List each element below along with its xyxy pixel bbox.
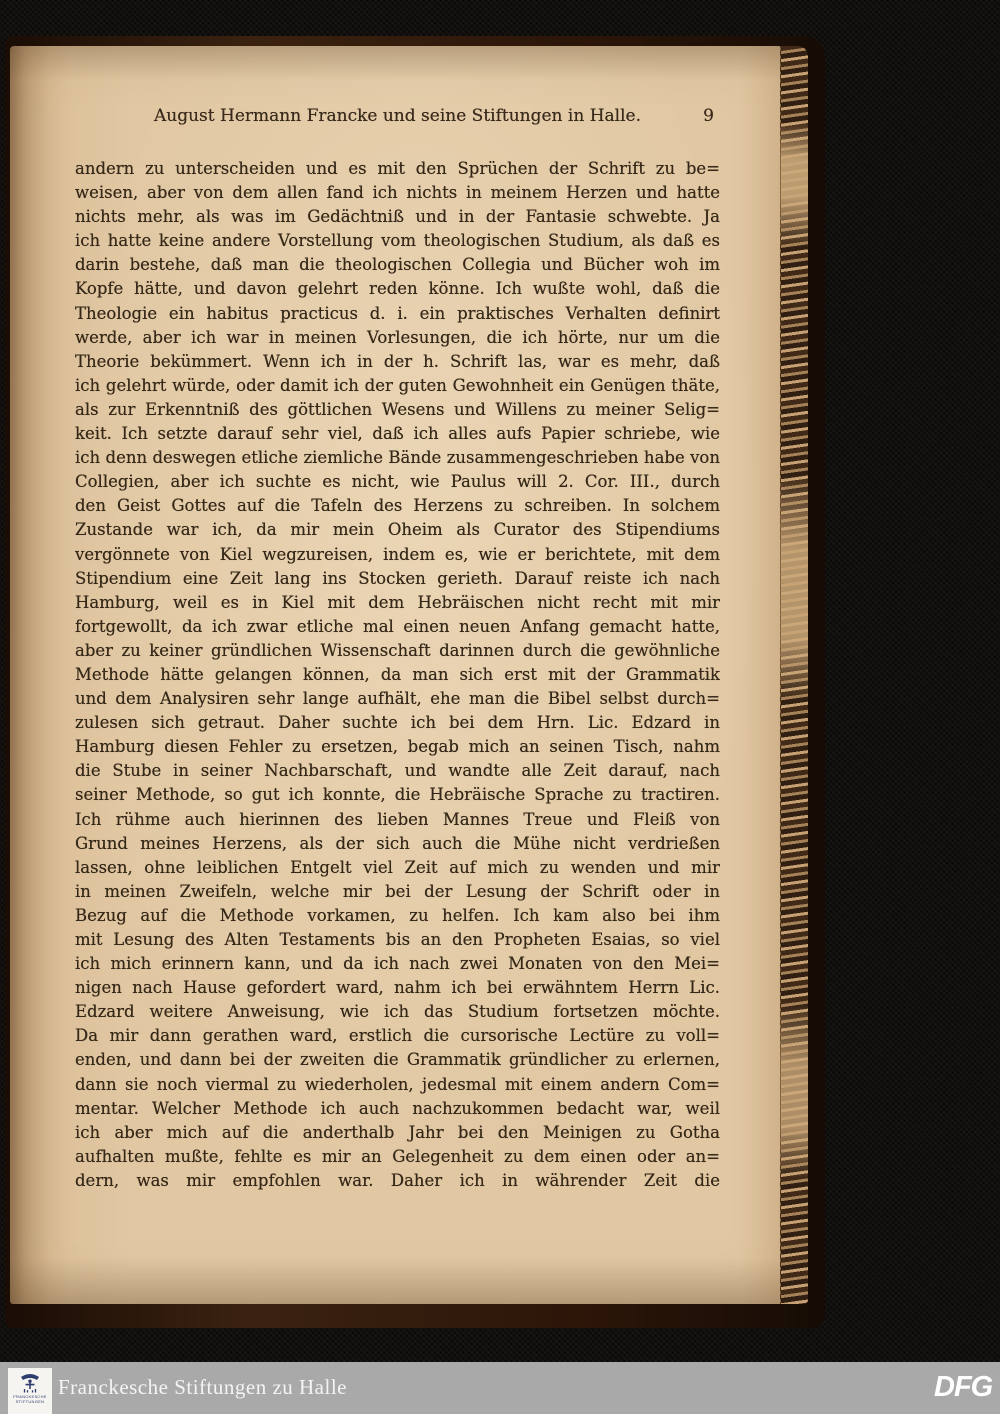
- text-line: Stipendium eine Zeit lang ins Stocken gerieth. Darauf reiste ich nach: [75, 568, 720, 588]
- text-line: mit Lesung des Alten Testaments bis an den Propheten Esaias, so viel: [75, 930, 720, 949]
- text-line: Theologie ein habitus practicus d. i. ein praktisches Verhalten definirt: [75, 303, 720, 323]
- text-line: Edzard weitere Anweisung, wie ich das Studium fortsetzen möchte.: [75, 1002, 720, 1022]
- text-line: darin bestehe, daß man die theologischen Collegia und Bücher woh im: [75, 255, 720, 275]
- text-line: den Geist Gottes auf die Tafeln des Herzens zu schreiben. In solchem: [75, 496, 720, 516]
- text-line: ich gelehrt würde, oder damit ich der guten Gewohnheit ein Genügen thäte,: [75, 375, 720, 395]
- text-line: Kopfe hätte, und davon gelehrt reden könne. Ich wußte wohl, daß die: [75, 279, 720, 299]
- text-line: Theorie bekümmert. Wenn ich in der h. Schrift las, war es mehr, daß: [75, 351, 720, 371]
- text-line: enden, und dann bei der zweiten die Grammatik gründlicher zu erlernen,: [75, 1050, 720, 1070]
- text-line: keit. Ich setzte darauf sehr viel, daß ich alles aufs Papier schriebe, wie: [75, 424, 720, 444]
- institution-name: Franckesche Stiftungen zu Halle: [58, 1375, 347, 1399]
- text-line: seiner Methode, so gut ich konnte, die Hebräische Sprache zu tractiren.: [75, 785, 720, 805]
- text-line: in meinen Zweifeln, welche mir bei der Lesung der Schrift oder in: [75, 881, 720, 901]
- dfg-logo: DFG: [934, 1371, 993, 1403]
- text-line: ich hatte keine andere Vorstellung vom theologischen Studium, als daß es: [75, 231, 720, 251]
- text-line: nichts mehr, als was im Gedächtniß und in der Fantasie schwebte. Ja: [75, 207, 720, 227]
- text-line: zulesen sich getraut. Daher suchte ich bei dem Hrn. Lic. Edzard in: [75, 713, 720, 733]
- text-line: Grund meines Herzens, als der sich auch die Mühe nicht verdrießen: [75, 833, 720, 853]
- text-line: Da mir dann gerathen ward, erstlich die cursorische Lectüre zu voll=: [75, 1026, 720, 1046]
- text-line: Methode hätte gelangen können, da man sich erst mit der Grammatik: [75, 664, 720, 684]
- body-text: [75, 157, 720, 1193]
- stiftungen-emblem-icon: [19, 1370, 41, 1394]
- text-line: dann sie noch viermal zu wiederholen, jedesmal mit einem andern Com=: [75, 1074, 720, 1094]
- page-header: [75, 106, 720, 132]
- text-line: als zur Erkenntniß des göttlichen Wesens und Willens zu meiner Selig=: [75, 399, 720, 419]
- text-line: andern zu unterscheiden und es mit den Sprüchen der Schrift zu be=: [75, 159, 720, 178]
- text-line: ich aber mich auf die anderthalb Jahr bei den Meinigen zu Gotha: [75, 1122, 720, 1142]
- text-line: Zustande war ich, da mir mein Oheim als Curator des Stipendiums: [75, 520, 720, 540]
- stiftungen-logo-text: [13, 1394, 47, 1404]
- text-line: dern, was mir empfohlen war. Daher ich in währender Zeit die: [75, 1170, 720, 1190]
- text-line: nigen nach Hause gefordert ward, nahm ich bei erwähntem Herrn Lic.: [75, 978, 720, 998]
- text-line: die Stube in seiner Nachbarschaft, und wandte alle Zeit darauf, nach: [75, 761, 720, 781]
- text-line: aufhalten mußte, fehlte es mir an Gelegenheit zu dem einen oder an=: [75, 1146, 720, 1166]
- text-line: Ich rühme auch hierinnen des lieben Mannes Treue und Fleiß von: [75, 809, 720, 829]
- franckesche-stiftungen-logo: [8, 1368, 52, 1414]
- text-line: mentar. Welcher Methode ich auch nachzukommen bedacht war, weil: [75, 1098, 720, 1118]
- text-line: und dem Analysiren sehr lange aufhält, ehe man die Bibel selbst durch=: [75, 689, 720, 709]
- text-line: weisen, aber von dem allen fand ich nichts in meinem Herzen und hatte: [75, 183, 720, 203]
- text-line: ich mich erinnern kann, und da ich nach zwei Monaten von den Mei=: [75, 954, 720, 974]
- text-line: werde, aber ich war in meinen Vorlesungen, die ich hörte, nur um die: [75, 327, 720, 347]
- running-title: August Hermann Francke und seine Stiftungen in Halle.: [153, 106, 641, 126]
- text-line: Hamburg diesen Fehler zu ersetzen, begab mich an seinen Tisch, nahm: [75, 737, 720, 757]
- text-line: vergönnete von Kiel wegzureisen, indem es, wie er berichtete, mit dem: [75, 544, 720, 564]
- text-line: Bezug auf die Methode vorkamen, zu helfen. Ich kam also bei ihm: [75, 905, 720, 925]
- footer-bar: [0, 1362, 1000, 1414]
- text-line: Hamburg, weil es in Kiel mit dem Hebräischen nicht recht mit mir: [75, 592, 720, 612]
- text-line: fortgewollt, da ich zwar etliche mal einen neuen Anfang gemacht hatte,: [75, 616, 720, 636]
- page-number: 9: [703, 106, 714, 126]
- text-line: lassen, ohne leiblichen Entgelt viel Zeit auf mich zu wenden und mir: [75, 857, 720, 877]
- stiftungen-logo-line2: STIFTUNGEN: [15, 1399, 45, 1404]
- fore-edge-texture: [780, 46, 808, 1304]
- stiftungen-logo-line1: FRANCKESCHE: [13, 1394, 47, 1399]
- text-line: aber zu keiner gründlichen Wissenschaft darinnen durch die gewöhnliche: [75, 640, 720, 660]
- text-line: ich denn deswegen etliche ziemliche Bände zusammengeschrieben habe von: [75, 448, 720, 468]
- text-line: Collegien, aber ich suchte es nicht, wie Paulus will 2. Cor. III., durch: [75, 472, 720, 492]
- page-gutter-shadow: [10, 46, 50, 1304]
- book-page: [10, 46, 790, 1304]
